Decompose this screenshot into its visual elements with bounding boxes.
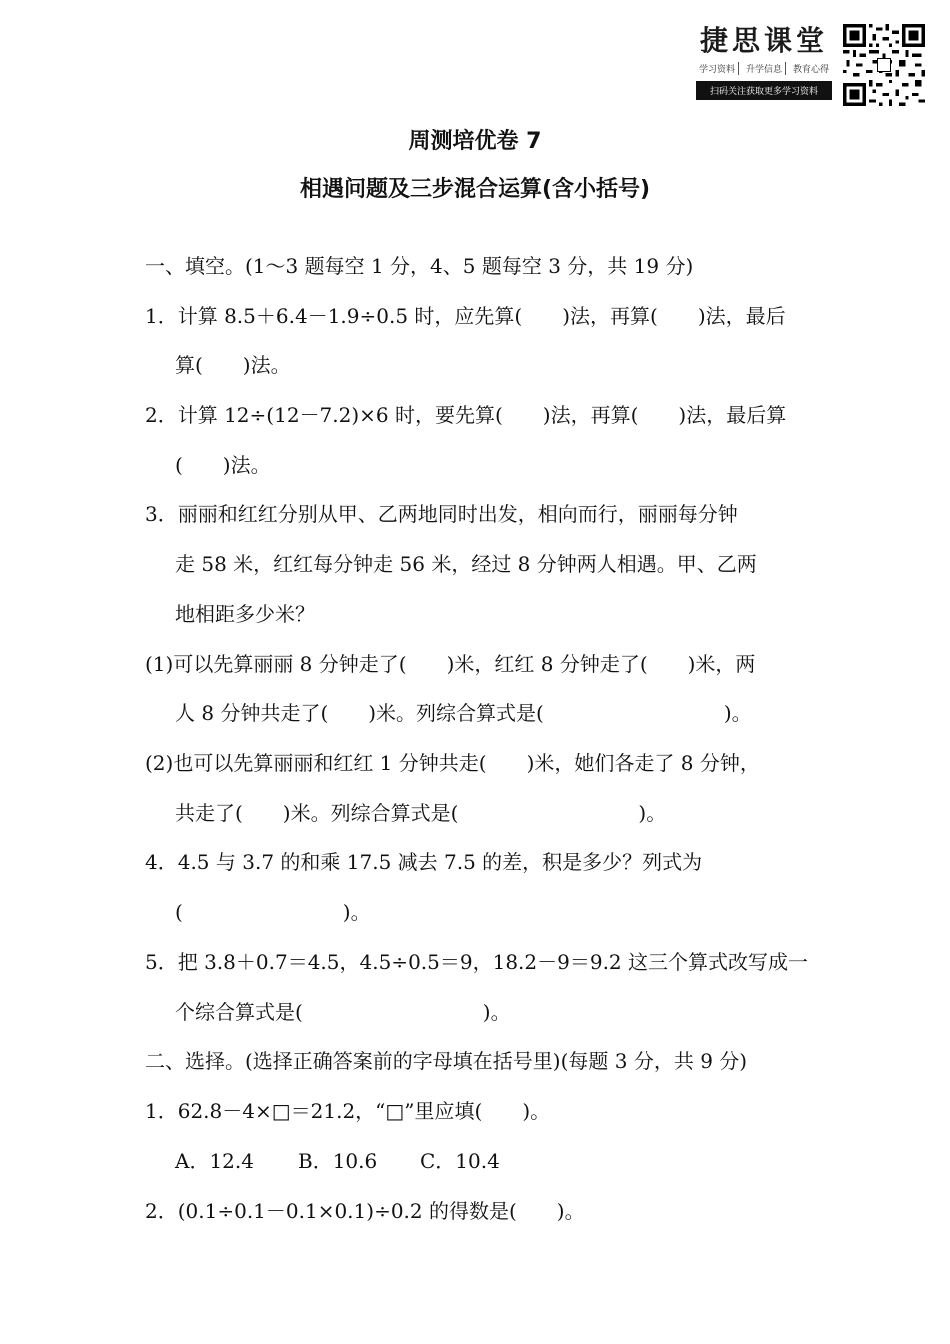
question-4-line-2: ( )。	[175, 900, 371, 924]
section-heading-choice: 二、选择。(选择正确答案前的字母填在括号里)(每题 3 分，共 9 分)	[145, 1049, 748, 1073]
question-2-line-2: ( )法。	[175, 453, 271, 477]
question-3-2-line-2: 共走了( )米。列综合算式是( )。	[175, 801, 667, 825]
logo-title: 捷思课堂	[699, 24, 828, 57]
logo-tag: 升学信息	[743, 62, 786, 75]
question-1-line-2: 算( )法。	[175, 353, 291, 377]
page-subtitle: 相遇问题及三步混合运算(含小括号)	[299, 177, 651, 202]
question-1-line-1: 1．计算 8.5＋6.4－1.9÷0.5 时，应先算( )法，再算( )法，最后	[145, 304, 786, 328]
logo-tags	[696, 62, 832, 75]
brand-logo	[696, 24, 832, 100]
logo-tag: 教育心得	[792, 65, 829, 75]
question-5-line-2: 个综合算式是( )。	[175, 1000, 511, 1024]
logo-banner: 扫码关注获取更多学习资料	[696, 81, 832, 100]
question-3-2-line-1: (2)也可以先算丽丽和红红 1 分钟共走( )米，她们各走了 8 分钟，	[145, 751, 760, 775]
logo-tag: 学习资料	[696, 62, 739, 75]
choice-question-1: 1．62.8－4×□＝21.2，“□”里应填( )。	[145, 1099, 551, 1123]
choice-option-a: A．12.4	[175, 1149, 254, 1173]
question-4-line-1: 4．4.5 与 3.7 的和乘 17.5 减去 7.5 的差，积是多少？列式为	[145, 850, 703, 874]
question-3-1-line-1: (1)可以先算丽丽 8 分钟走了( )米，红红 8 分钟走了( )米，两	[145, 652, 756, 676]
question-3-line-2: 走 58 米，红红每分钟走 56 米，经过 8 分钟两人相遇。甲、乙两	[175, 552, 757, 576]
question-5-line-1: 5．把 3.8＋0.7＝4.5，4.5÷0.5＝9，18.2－9＝9.2 这三个算式改写成一	[145, 950, 809, 974]
question-3-line-1: 3．丽丽和红红分别从甲、乙两地同时出发，相向而行，丽丽每分钟	[145, 502, 738, 526]
qr-code-icon[interactable]	[843, 24, 925, 106]
question-2-line-1: 2．计算 12÷(12－7.2)×6 时，要先算( )法，再算( )法，最后算	[145, 403, 787, 427]
choice-option-b: B．10.6	[298, 1149, 378, 1173]
question-3-line-3: 地相距多少米？	[175, 602, 315, 626]
choice-option-c: C．10.4	[420, 1149, 500, 1173]
question-3-1-line-2: 人 8 分钟共走了( )米。列综合算式是( )。	[175, 701, 752, 725]
choice-question-2: 2．(0.1÷0.1－0.1×0.1)÷0.2 的得数是( )。	[145, 1199, 585, 1223]
section-heading-fill-in: 一、填空。(1～3 题每空 1 分，4、5 题每空 3 分，共 19 分)	[145, 254, 694, 278]
page-title: 周测培优卷 7	[408, 129, 542, 154]
